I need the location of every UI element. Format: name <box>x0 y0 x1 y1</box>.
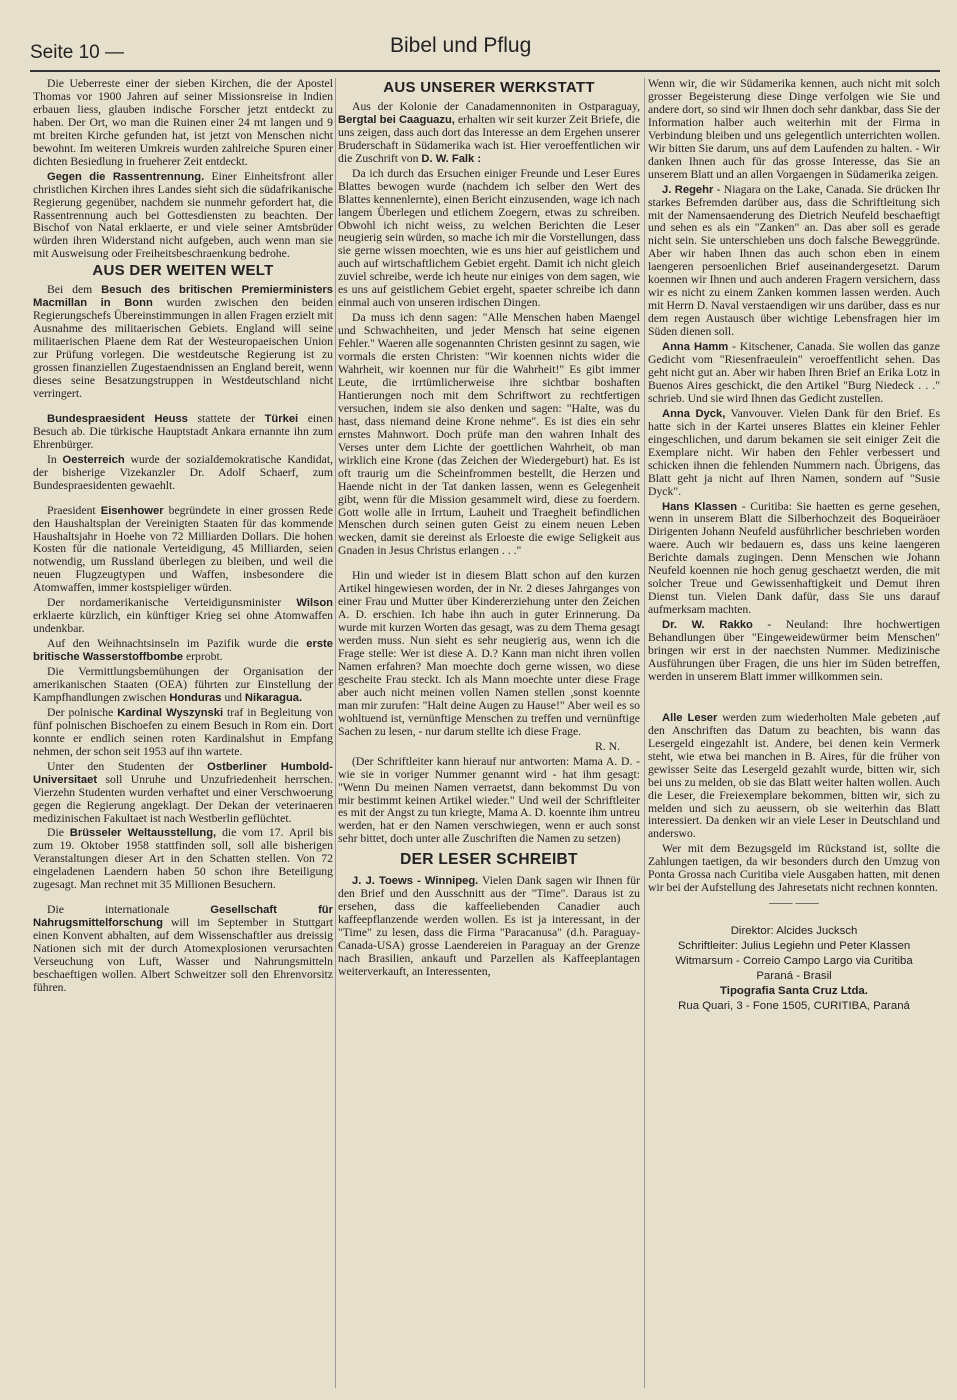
article-paragraph <box>648 341 940 406</box>
lead-text: Dr. W. Rakko <box>662 619 753 632</box>
paragraph-text: wurde der sozialdemokratische Kandidat, der bisherige Vizekanzler Dr. Adolf Schaerf, zum Bundespraesidenten gewaehlt. <box>33 452 333 492</box>
paragraph-text: Der nordamerikanische Verteidigunsminister <box>47 596 297 610</box>
paragraph-text: - Neuland: Ihre hochwertigen Behandlungen über "Eingeweidewürmer beim Menschen" bringen wir erst in der naechsten Nummer. Medizinische Ausführungen über Fragen, die uns hier im Süden betreffen, werden in unserem Blatt immer willkommen sein. <box>648 618 940 683</box>
lead-text: Kardinal Wyszynski <box>117 706 224 719</box>
paragraph-text: begründete in einer grossen Rede den Haushaltsplan der Vereinigten Staaten für das kommende Haushaltsjahr in Hoehe von 72 Milliarden Dollars. Die hohen Kosten für die nationale Verteidigung, 45 Milliarden, seien notwendig, um Russland überlegen zu bleiben, und weil die neuen Flugzeugtypen und Waffen, insbesondere die Atomwaffen, immer kostspieliger würden. <box>33 503 333 595</box>
paragraph-text: Die internationale <box>47 903 211 917</box>
article-paragraph <box>338 875 640 979</box>
signature: R. N. <box>594 739 620 753</box>
article-paragraph <box>648 408 940 499</box>
article-paragraph <box>33 505 333 596</box>
section-heading: AUS DER WEITEN WELT <box>92 262 274 280</box>
imprint-line: Direktor: Alcides Jucksch <box>730 925 858 938</box>
lead-text: Besuch des britischen Premierministers Macmillan in Bonn <box>33 284 333 310</box>
lead-text: Gegen die Rassentrennung. <box>47 170 205 183</box>
article-paragraph <box>648 712 940 842</box>
section-heading: DER LESER SCHREIBT <box>400 851 578 869</box>
paragraph-text: Vanvouver. Vielen Dank für den Brief. Es hatte sich in der Kartei unseres Blattes ein kleiner Fehler eingeschlichen, und darum bekamen sie seit einiger Zeit die Exemplare nicht. Wir haben den Fehler verbessert und schicken ihnen die fehlenden Nummern nach. Übrigens, das Blatt geht ja nicht auf Ihren Namen, sondern auf "Susie Dyck". <box>648 406 940 498</box>
paragraph-text: will im September in Stuttgart einen Konvent abhalten, auf dem Wissenschaftler aus dreissig Nationen sich mit der durch Atomexplosionen verursachten Verseuchung von Luft, Wasser und Nahrungsmitteln beschaeftigen wollen. Albert Schweitzer soll den Ehrenvorsitz führen. <box>33 916 333 994</box>
section-heading: AUS UNSERER WERKSTATT <box>383 79 595 96</box>
paragraph-text: Der polnische <box>47 705 118 719</box>
column-middle <box>338 78 640 1388</box>
article-paragraph: Wenn wir, die wir Südamerika kennen, auch nicht mit solch grosser Begeisterung diese Dinge verfolgen wie Sie und andere dort, so sind wir Ihnen doch sehr dankbar, dass Sie der Information halber auch weiterhin mit der Firma in Verbindung bleiben und uns gelegentlich unterrichten wollen. Wir bitten Sie darum, uns auf dem Laufenden zu halten. - Wir danken Ihnen auch für das grosse Interesse, das Sie an unserem Blatt und an allen Vorgaengen in Südamerika zeigen. <box>648 78 940 181</box>
imprint-line: Schriftleiter: Julius Legiehn und Peter Klassen <box>677 940 911 953</box>
paragraph-text: Vielen Dank sagen wir Ihnen für den Brief und den Ausschnitt aus der "Time". Daraus ist zu ersehen, dass die kaffeeliebenden Canadier auch kaffeepflanzende werden wollen. Es ist ja interessant, in der "Time" zu lesen, dass die Firma "Paracanusa" (d.h. Paraguay-Canada-USA) grosse Laendereien in Paraguay an der Grenze nach Brasilien, ankauft und Parzellen als Kaffeeplantagen weiterverkauft, an Interessenten, <box>338 874 640 978</box>
paragraph-text: - Niagara on the Lake, Canada. Sie drücken Ihr starkes Befremden darüber aus, dass die Schriftleitung sich mit der Namensaenderung des Dietrich Neufeld beschaeftigt und sehen es als ein "Zanken" an. Das aber soll es gerade nicht sein. Sie unterschieben uns doch falsche Beweggründe. Aber wir haben Ihnen das auch schon eben in einem laengeren persoenlichen Brief auseinandergesetzt. Darum koennen wir Ihnen und auch anderen Fragern versichern, dass wir es nicht zu einem Zanken kommen lassen werden. Auch mit Herrn D. Naval verstaendigen wir uns darüber, dass es nur dem regen Austausch über wichtige Lebensfragen hier im Süden dienen soll. <box>648 182 940 339</box>
column-divider <box>644 78 645 1388</box>
article-paragraph: Da ich durch das Ersuchen einiger Freunde und Leser Eures Blattes bewogen wurde (nachdem ich selber den Wert des Blattes kennenlernte), einen Bericht einzusenden, wage ich nach langem Überlegen und etlichem Zoegern, etwas zu schreiben. Obwohl ich nicht weiss, zu welchen Berichten die Leser neugierig sein würden, so mache ich mir die Vorstellungen, dass sie gerne wissen moechten, wie es uns hier auf geistlichem und auch auf wirtschaftlichem Gebiet ergeht. Damit ich nicht gleich zuviel schreibe, werde ich heute nur einiges von dem sagen, wie es uns auf geistlichem Gebiet ergeht, spaeter schreibe ich dann einmal auch von unseren irdischen Dingen. <box>338 166 640 310</box>
column-divider <box>335 78 336 1388</box>
lead-text: Bergtal bei Caaguazu, <box>338 113 455 126</box>
paragraph-text: In <box>47 452 63 466</box>
article-paragraph: Wer mit dem Bezugsgeld im Rückstand ist, sollte die Zahlungen taetigen, da wir besonders durch den Umzug von Ponta Grossa nach Curitiba viele Ausgaben hatten, mit denen wir bei der Aufstellung des Jahresetats nicht rechnen konnten. <box>648 842 940 895</box>
lead-text: J. Regehr <box>662 183 714 196</box>
lead-text: erste britische Wasserstoffbombe <box>33 638 333 664</box>
article-paragraph <box>33 638 333 664</box>
article-paragraph <box>338 101 640 166</box>
paragraph-text: - Curitiba: Sie haetten es gerne gesehen, wenn in unserem Blatt die Silberhochzeit des Boqueiräoer Dirigenten Johann Neufeld ausführlicher beschrieben worden waere. Auch wir bedauern es, dass uns keine laengeren Berichte damals zugingen. Denn Menschen wie Johann Neufeld koennen nie hoch genug geschaetzt werden, die mit solcher Treue und Gewissenhaftigkeit und Demut ihren Dienst tun. Vielen Dank dafür, dass Sie uns darauf aufmerksam machten. <box>648 499 940 617</box>
paragraph-text: Die Vermittlungsbemühungen der Organisation der amerikanischen Staaten (OEA) führten zur Einstellung der Kampfhandlungen zwischen <box>33 665 333 704</box>
paragraph-text: erprobt. <box>183 650 223 664</box>
imprint-line: Witmarsum - Correio Campo Largo via Curitiba <box>675 955 913 968</box>
lead-text: Oesterreich <box>62 453 125 466</box>
article-paragraph: Hin und wieder ist in diesem Blatt schon auf den kurzen Artikel hingewiesen worden, der in Nr. 2 dieses Jahrganges von einer Frau und Mutter über Kindererziehung unter den Zeichen A. D. erschien. Ich habe ihn auch in guter Erinnerung. Da wurde mit kurzen Worten das gesagt, was zu dem Thema gesagt werden muss. Nun sieht es sehr neugierig aus, wenn ich die Frage stelle: Wer ist diese A. D.? Kann man nicht ihren vollen Namen erfahren? Man moechte doch gerne wissen, wo diese gescheite Frau steckt. Ich als Mann moechte unter diese Frage aber auch nicht meinen vollen Namen stellen ,sonst koennte man mir zurufen: "Halt deine Augen zu Hause!" Aber weil es so wohltuend ist, vernünftige Menschen zu treffen und vernünftige Sachen zu lesen, - nur darum stellte ich diese Frage. <box>338 569 640 738</box>
page-header <box>30 34 940 72</box>
article-paragraph: Die Ueberreste einer der sieben Kirchen, die der Apostel Thomas vor 1900 Jahren auf seiner Missionsreise in Indien erbauen liess, glauben indische Forscher jetzt entdeckt zu haben. Der Ort, wo man die Ruinen einer 24 mt langen und 9 mt breiten Kirche gefunden hat, ist jetzt von Menschen nicht bewohnt. Im weiteren Umkreis wurden zahlreiche Spuren einer dichten Besiedlung in frueherer Zeit entdeckt. <box>33 78 333 168</box>
paragraph-text: soll Unruhe und Unzufriedenheit herrschen. Vierzehn Studenten wurden verhaftet und einer Verschwoerung gegen die Regierung angeklagt. Der Dekan der veterinaeren medizinischen Fakultaet ist nach Westberlin geflüchtet. <box>33 772 333 825</box>
article-paragraph <box>648 501 940 618</box>
paragraph-text: Aus der Kolonie der Canadamennoniten in Ostparaguay, <box>352 99 640 113</box>
paragraph-text: und <box>221 690 245 704</box>
paragraph-text: - Kitschener, Canada. Sie wollen das ganze Gedicht vom "Riesenfraeulein" veroeffentlicht sehen. Das geht nicht gut an. Aber wir haben Ihren Brief an Erika Lotz in Buenos Aires geschickt, die den Artikel "Burg Niedeck . . ." schrieb. Und sie wird Ihnen das Gedicht zustellen. <box>648 340 940 405</box>
lead-text: Nikaragua. <box>244 691 303 704</box>
separator: —— —— <box>769 896 819 910</box>
lead-text: Gesellschaft für Nahrugsmittelforschung <box>33 904 333 930</box>
lead-text: D. W. Falk : <box>421 152 482 165</box>
article-paragraph <box>33 666 333 705</box>
paragraph-text: stattete der <box>187 411 265 425</box>
article-paragraph <box>33 707 333 759</box>
article-paragraph <box>648 184 940 339</box>
lead-text: Brüsseler Weltausstellung, <box>69 827 217 840</box>
article-paragraph: (Der Schriftleiter kann hierauf nur antworten: Mama A. D. - wie sie in voriger Nummer genannt wird - hat ihm gesagt: "Wenn Du meinen Namen verraetst, dann bekommst Du von mir bestimmt keinen Artikel wieder." Und weil der Schriftleiter es mit der Angst zu tun kriegte, Mama A. D. koennte ihm untreu werden, hat er den Namen verschwiegen, wenn er auch sonst sehr bittet, doch unter alle Zuschriften die Namen zu setzen) <box>338 754 640 846</box>
lead-text: Türkei <box>264 412 299 425</box>
paragraph-text: die vom 17. April bis zum 19. Oktober 1958 stattfinden soll, soll alle bisherigen Veranstaltungen dieser Art in den Schatten stellen. Von 72 eingeladenen Laendern haben 50 schon ihre Beteiligung zugesagt. Man rechnet mit 35 Millionen Besuchern. <box>33 826 333 892</box>
lead-text: Hans Klassen <box>662 500 738 513</box>
lead-text: J. J. Toews - Winnipeg. <box>352 875 479 888</box>
article-paragraph <box>33 827 333 892</box>
article-paragraph <box>33 171 333 262</box>
article-paragraph <box>33 597 333 636</box>
newspaper-title: Bibel und Pflug <box>390 34 532 57</box>
paragraph-text: erhalten wir seit kurzer Zeit Briefe, die uns zeigen, dass auch dort das Interesse an dem Ergehen unserer Bruderschaft in Südamerika wach ist. Hier veroeffentlichen wir die Zuschrift von <box>338 112 640 165</box>
lead-text: Ostberliner Humbold-Universitaet <box>33 760 333 786</box>
column-right <box>648 78 940 1388</box>
paragraph-text: wurden zwischen den beiden Regierungschefs Übereinstimmungen in allen Fragen erzielt mit Ausnahme des militaerischen Gebiets. England will seine militaerischen Plaene dem Rat der Westeuropaeischen Union zur Prüfung vorlegen. Die westdeutsche Regierung ist zu grossen finanziellen Zugestaendnissen an England bereit, wenn dieses seine Besatzungstruppen in Westdeutschland nicht verringert. <box>33 296 333 400</box>
page-number: Seite 10 — <box>30 42 124 63</box>
imprint-line: Paraná - Brasil <box>756 970 832 983</box>
lead-text: Eisenhower <box>100 504 164 517</box>
lead-text: Honduras <box>169 691 222 704</box>
lead-text: Wilson <box>296 597 333 610</box>
paragraph-text: Einer Einheitsfront aller christlichen Kirchen ihres Landes sieht sich die südafrikanische Regierung gegenüber, nachdem sie nunmehr gefordert hat, die Rassentrennung auch bei Gottesdiensten zu beachten. Der Bischof von Natal erklaerte, er und viele seiner Amtsbrüder würden ihren Widerstand nicht aufgeben, auch wenn man sie mit Ausweisung oder Freiheitsbeschraenkung bedrohe. <box>33 169 333 261</box>
lead-text: Anna Hamm <box>662 341 729 354</box>
paragraph-text: erklaerte kürzlich, ein künftiger Krieg sei ohne Atomwaffen undenkbar. <box>33 609 333 636</box>
lead-text: Bundespraesident Heuss <box>47 412 188 425</box>
paragraph-text: Die <box>47 826 70 840</box>
imprint-line: Tipografia Santa Cruz Ltda. <box>720 985 868 998</box>
paragraph-text: Praesident <box>47 503 101 517</box>
column-left <box>33 78 333 1388</box>
article-paragraph <box>33 413 333 452</box>
paragraph-text: einen Besuch ab. Die türkische Hauptstadt Ankara ernannte ihn zum Ehrenbürger. <box>33 411 333 451</box>
paragraph-text: Bei dem <box>47 283 102 297</box>
article-paragraph: Da muss ich denn sagen: "Alle Menschen haben Maengel und Schwachheiten, und jeder Mensch hat seine eigenen Fehler." Waeren alle sogenannten Christen gesinnt zu sagen, wie vormals die ersten Christen: "Wir koennen nichts wider die Wahrheit, wir koennen nur für die Wahrheit!" Es gibt immer Leute, die irrtümlicherweise ihre sichtbar boshaften Hantierungen noch mit dem Schriftwort zu rechtfertigen versuchen, indem sie also denken und sagen: "Halte, was du hast, dass niemand deine Krone nehme". Es ist dies ein sehr ernstes Mahnwort. Doch prüfe man den wahren Inhalt des Verses unter dem Lichte der goettlichen Wahrheit, ob man wirklich eine Krone (das Zeichen der Wiedergeburt) hat. Es ist oft traurig um die Scheinfrommen bestellt, die Herzen und Haende nicht in der Tat danken lassen, wenn es Gelegenheit gibt, wenn für die Mission gesammelt wird, diese zu foerdern. Gott wolle alle in Irrtum, Lauheit und Traegheit befindlichen Menschen durch seinen guten Geist zu einem neuen Leben wecken, damit sie dereinst als Erloeste die ewige Seligkeit aus Gnaden in Jesus Christus erlangen . . ." <box>338 311 640 558</box>
article-paragraph <box>33 454 333 493</box>
imprint-line: Rua Quari, 3 - Fone 1505, CURITIBA, Paraná <box>678 1000 910 1013</box>
lead-text: Anna Dyck, <box>662 407 726 420</box>
imprint <box>648 924 940 1014</box>
article-paragraph <box>33 761 333 826</box>
paragraph-text: traf in Begleitung von fünf polnischen Bischoefen zu einem Besuch in Rom ein. Dort konnte er endlich seinen roten Kardinalshut in Empfang nehmen, der schon seit 1953 auf ihn wartete. <box>33 705 333 758</box>
paragraph-text: Unter den Studenten der <box>47 759 208 773</box>
paragraph-text: werden zum wiederholten Male gebeten ,auf den Anschriften das Datum zu beachten, bis wann das Lesergeld eingezahlt ist. Andere, bei denen kein Vermerk steht, wie etwa bei manchen in B. Aires, für die früher von gewisser Seite das Lesergeld gezahlt wurde, bitten wir, sich bei uns zu melden, ob sie das Blatt weiter halten wollen. Auch die Leser, die Freiexemplare bekommen, bitten wir, sich zu melden und sich zu aeussern, ob sie weiterhin das Blatt interessiert. Da denken wir an viele Leser in Deutschland und anderswo. <box>648 710 940 841</box>
paragraph-text: Auf den Weihnachtsinseln im Pazifik wurde die <box>47 637 307 651</box>
article-paragraph <box>648 619 940 684</box>
article-paragraph <box>33 284 333 401</box>
article-paragraph <box>33 904 333 995</box>
lead-text: Alle Leser <box>662 711 718 724</box>
